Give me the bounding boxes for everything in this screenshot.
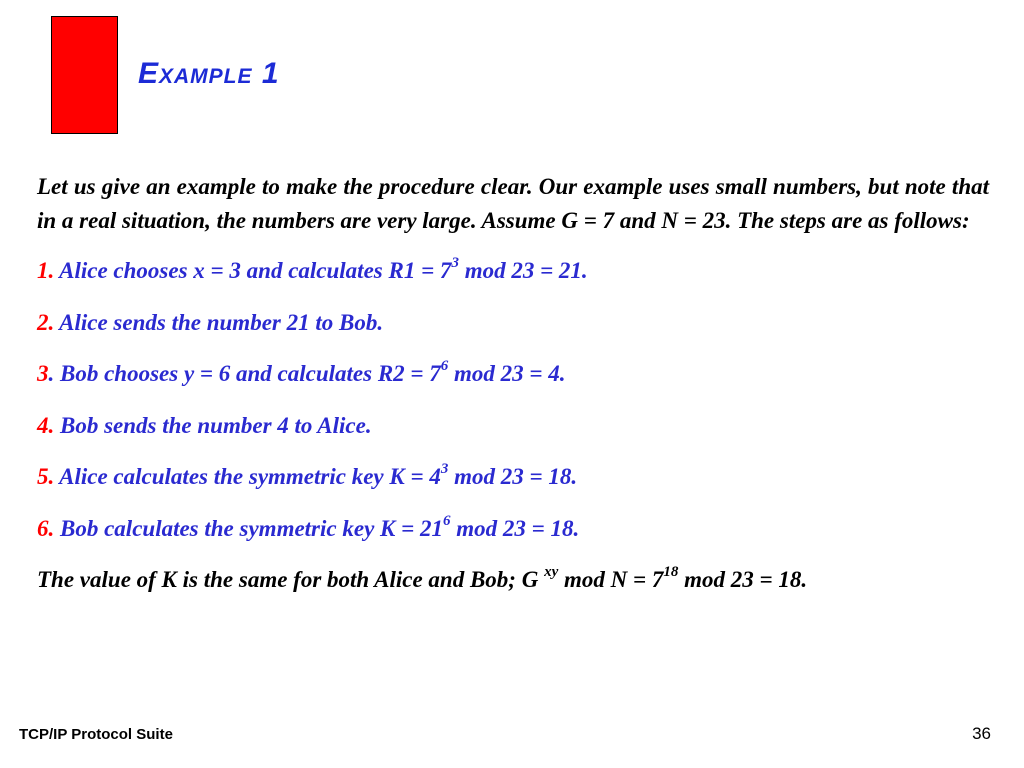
slide-title: Example 1 <box>138 57 280 90</box>
conclusion-exponent: xy <box>544 564 559 581</box>
step-text-tail: mod 23 = 21. <box>458 258 588 283</box>
step-text-tail: mod 23 = 18. <box>450 515 580 541</box>
step-text: . Bob chooses y = 6 and calculates R2 = 7 <box>48 361 441 386</box>
step-text: Alice chooses x = 3 and calculates R1 = 7 <box>54 258 452 283</box>
step-item <box>37 254 989 306</box>
step-text: Alice calculates the symmetric key K = 4 <box>54 464 441 489</box>
footer-book-title: TCP/IP Protocol Suite <box>19 726 173 743</box>
step-item <box>37 512 989 564</box>
step-item <box>37 306 989 358</box>
steps-list <box>37 254 989 563</box>
conclusion-text: The value of K is the same for both Alice and Bob; G <box>37 567 545 592</box>
conclusion-paragraph <box>37 563 989 597</box>
red-accent-bar <box>51 16 118 134</box>
step-number: 5. <box>37 464 55 489</box>
step-number: 2. <box>37 309 55 335</box>
step-text-tail: mod 23 = 18. <box>448 464 578 489</box>
step-number: 1. <box>37 258 55 283</box>
step-exponent: 3 <box>440 461 449 478</box>
step-text: Bob sends the number 4 to Alice. <box>54 412 372 438</box>
page-number: 36 <box>972 724 991 743</box>
step-text-tail: mod 23 = 4. <box>448 361 566 386</box>
intro-paragraph: Let us give an example to make the procedure clear. Our example uses small numbers, but note that in a real situation, the numbers are very large. Assume G = 7 and N = 23. The steps are as follows: <box>37 174 989 233</box>
step-number: 3 <box>37 361 49 386</box>
step-item <box>37 460 989 512</box>
step-exponent: 6 <box>440 358 449 375</box>
conclusion-text: mod N = 7 <box>558 567 664 592</box>
step-item <box>37 357 989 409</box>
step-exponent: 6 <box>442 512 451 529</box>
step-number: 6. <box>37 515 55 541</box>
step-exponent: 3 <box>451 255 459 272</box>
conclusion-exponent: 18 <box>663 564 679 581</box>
slide-content <box>37 170 989 597</box>
step-number: 4. <box>37 412 55 438</box>
step-text: Alice sends the number 21 to Bob. <box>54 309 384 335</box>
step-text: Bob calculates the symmetric key K = 21 <box>54 515 443 541</box>
step-item <box>37 409 989 461</box>
conclusion-text: mod 23 = 18. <box>678 567 808 592</box>
